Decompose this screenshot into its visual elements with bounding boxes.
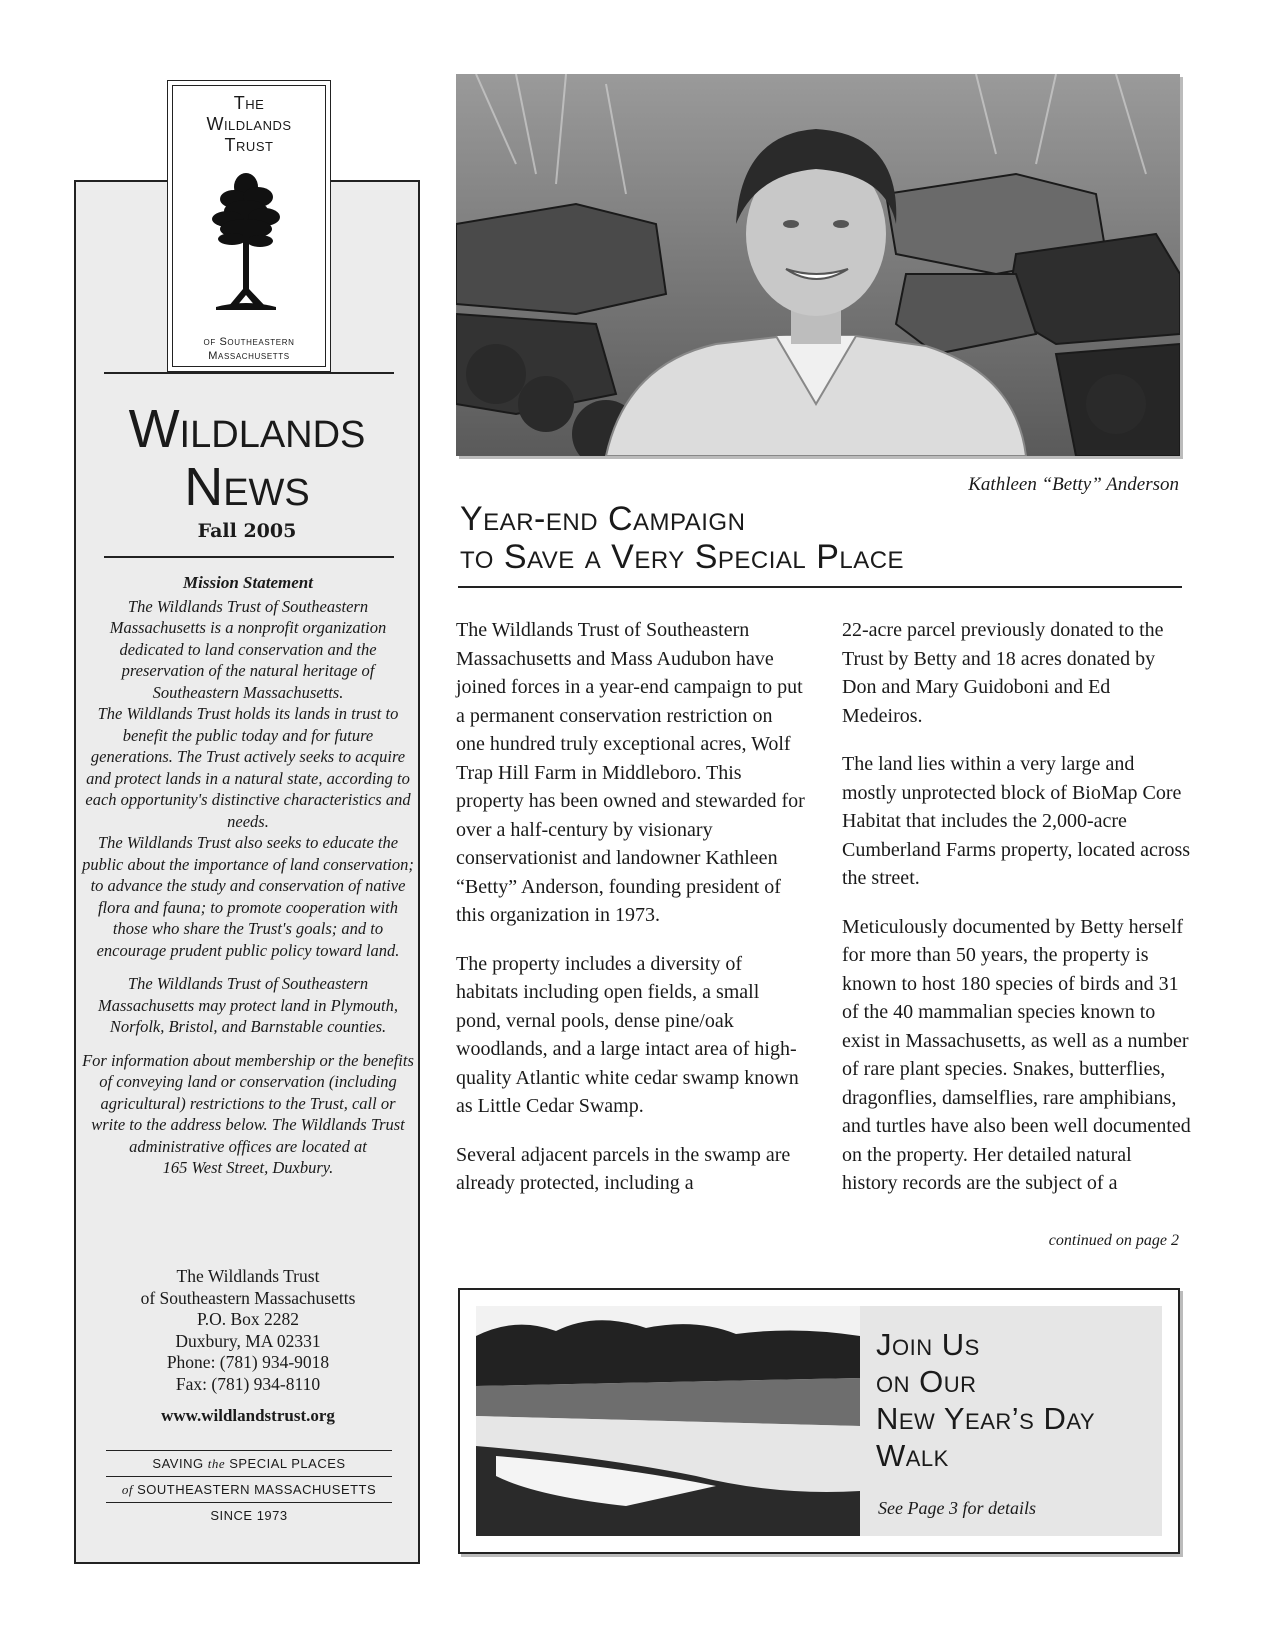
office-address: 165 West Street, Duxbury.: [162, 1158, 334, 1177]
article-paragraph: Meticulously documented by Betty herself for more than 50 years, the property is known to host 180 species of birds and 31 of the 40 mammalian species known to exist in Massachusetts, as well as a number of rare plant species. Snakes, butterflies, dragonflies, damselflies, rare amphibians, and turtles have also been well documented on the property. Her detailed natural history records are the subject of a: [842, 915, 1191, 1194]
logo-subtitle: of Southeastern Massachusetts: [203, 336, 295, 362]
tagline-box: SAVING the SPECIAL PLACES of SOUTHEASTERN MASSACHUSETTS SINCE 1973: [106, 1450, 392, 1528]
divider: [104, 556, 394, 558]
fax-number: Fax: (781) 934-8110: [175, 1373, 321, 1394]
portrait-image: [456, 74, 1180, 456]
issue-season: Fall 2005: [197, 520, 297, 542]
walk-promo-panel: [860, 1306, 1162, 1536]
pine-tree-icon: [206, 167, 286, 313]
photo-caption: Kathleen “Betty” Anderson: [968, 474, 1179, 495]
mission-para: The Wildlands Trust also seeks to educate the public about the importance of land conservation; to advance the study and conservation of native flora and fauna; to promote cooperation with those who share the Trust's goals; and to encourage prudent public policy toward land.: [82, 833, 414, 960]
article-column-2: [842, 616, 1192, 1218]
mission-counties: The Wildlands Trust of Southeastern Massachusetts may protect land in Plymouth, Norfolk, Bristol, and Barnstable counties.: [97, 974, 398, 1036]
article-paragraph: 22-acre parcel previously donated to the Trust by Betty and 18 acres donated by Don and Mary Guidoboni and Ed Medeiros.: [842, 619, 1164, 727]
article-headline: Year-end Campaign to Save a Very Special Place: [460, 500, 905, 576]
logo-title: The Wildlands Trust: [206, 93, 292, 155]
mission-statement: [82, 572, 414, 1179]
phone-number: Phone: (781) 934-9018: [166, 1352, 330, 1372]
article-paragraph: Several adjacent parcels in the swamp are already protected, including a: [456, 1143, 791, 1194]
walk-promo-box: [458, 1288, 1180, 1554]
winter-pond-photo: [476, 1306, 860, 1536]
membership-info: For information about membership or the benefits of conveying land or conservation (including agricultural) restrictions to the Trust, call or write to the address below. The Wildlands Trust administrative offices are located at: [82, 1050, 414, 1156]
masthead-line2: News: [184, 457, 310, 517]
promo-title: Join Us on Our New Year’s Day Walk: [876, 1327, 1096, 1473]
article-column-1: [456, 616, 806, 1218]
masthead: [80, 400, 414, 542]
trust-logo: [167, 80, 331, 372]
article-paragraph: The property includes a diversity of habitats including open fields, a small pond, vernal pools, dense pine/oak woodlands, and a large intact area of high-quality Atlantic white cedar swamp known as Little Cedar Swamp.: [456, 952, 799, 1117]
article-paragraph: The Wildlands Trust of Southeastern Massachusetts and Mass Audubon have joined forces in a year-end campaign to put a permanent conservation restriction on one hundred truly exceptional acres, Wolf Trap Hill Farm in Middleboro. This property has been owned and stewarded for over a half-century by visionary conservationist and landowner Kathleen “Betty” Anderson, founding president of this organization in 1973.: [456, 619, 805, 926]
article-paragraph: The land lies within a very large and mostly unprotected block of BioMap Core Habitat that includes the 2,000-acre Cumberland Farms property, located across the street.: [842, 753, 1191, 889]
website-link[interactable]: www.wildlandstrust.org: [161, 1406, 335, 1425]
mission-title: Mission Statement: [183, 573, 313, 592]
mission-para: The Wildlands Trust of Southeastern Massachusetts is a nonprofit organization dedicated to land conservation and the preservation of the natural heritage of Southeastern Massachusetts.: [109, 596, 387, 702]
divider: [104, 372, 394, 374]
portrait-photo: [456, 74, 1180, 456]
promo-details-link[interactable]: See Page 3 for details: [878, 1498, 1036, 1518]
continued-link[interactable]: continued on page 2: [1048, 1232, 1179, 1249]
mission-para: The Wildlands Trust holds its lands in trust to benefit the public today and for future generations. The Trust actively seeks to acquire and protect lands in a natural state, according to each opportunity's distinctive characteristics and needs.: [85, 704, 411, 831]
masthead-line1: Wildlands: [128, 399, 366, 459]
divider: [458, 586, 1182, 588]
landscape-image: [476, 1306, 860, 1536]
contact-address: The Wildlands Trust of Southeastern Massachusetts P.O. Box 2282 Duxbury, MA 02331 Phone: (781) 934-9018 Fax: (781) 934-8110 www.wildlandstrust.org: [82, 1266, 414, 1427]
